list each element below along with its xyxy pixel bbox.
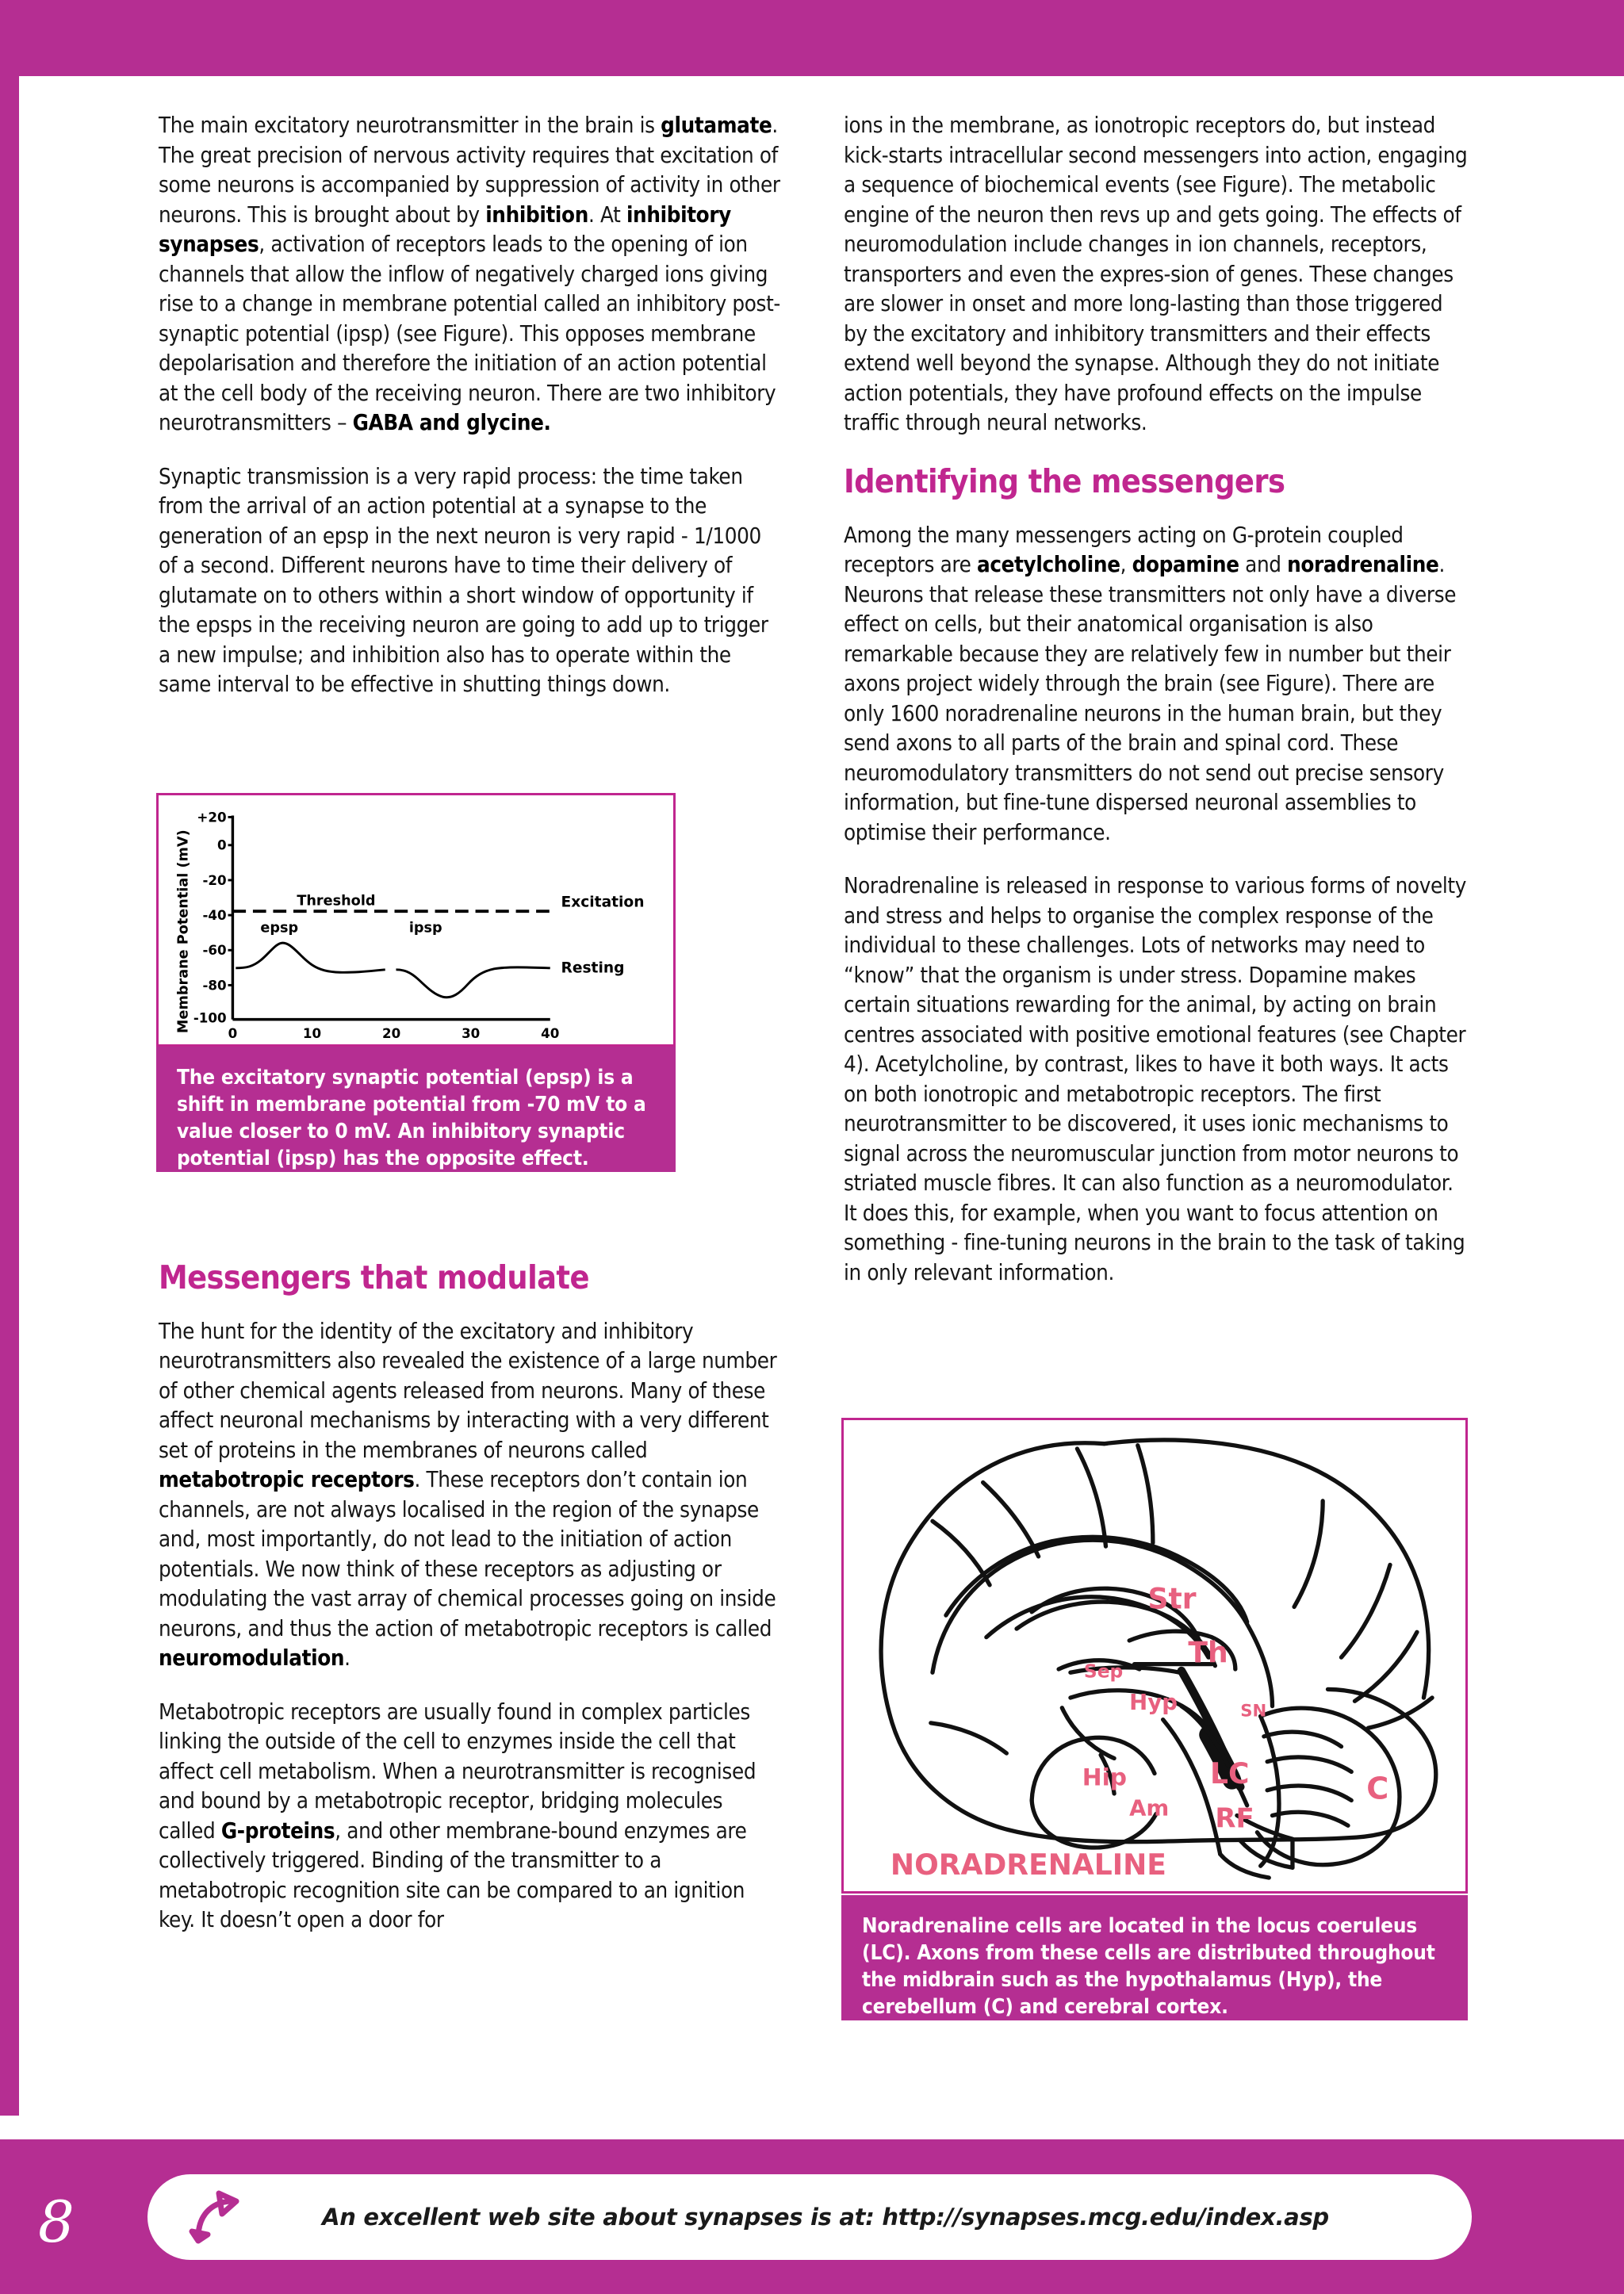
chart-y-axis-label: Membrane Potential (mV)	[175, 829, 192, 1034]
chart-ipsp-label: ipsp	[408, 920, 442, 936]
membrane-potential-chart	[159, 795, 673, 1044]
emphasis-term: dopamine	[1132, 552, 1239, 577]
chart-epsp-trace	[236, 943, 385, 972]
brain-region-label: Sep	[1083, 1660, 1124, 1683]
chart-ytick: -80	[202, 978, 227, 994]
paragraph-glutamate-inhibition: The main excitatory neurotransmitter in the brain is glutamate. The great precision of nervous activity requires that excitation of some neurons is accompanied by suppression of activity in other neurons. This is brought about by inhibition. At inhibitory synapses, activation of receptors leads to the opening of ion channels that allow the inflow of negatively charged ions giving rise to a change in membrane potential called an inhibitory post-synaptic potential (ipsp) (see Figure). This opposes membrane depolarisation and therefore the initiation of an action potential at the cell body of the receiving neuron. There are two inhibitory neurotransmitters – GABA and glycine.	[159, 113, 780, 435]
paragraph-synaptic-transmission: Synaptic transmission is a very rapid process: the time taken from the arrival of an action potential at a synapse to the generation of an epsp in the next neuron is very rapid - 1/1000 of a second. Different neurons have to time their delivery of glutamate on to others within a short window of opportunity if the epsps in the receiving neuron are going to add up to trigger a new impulse; and inhibition also has to operate within the same interval to be effective in shutting things down.	[159, 463, 768, 697]
brain-region-label: Hip	[1082, 1764, 1128, 1792]
emphasis-term: glutamate	[661, 113, 772, 138]
emphasis-term: noradrenaline	[1287, 552, 1439, 577]
left-column	[159, 111, 785, 1959]
paragraph-acetylcholine-dopamine-noradrenaline: Among the many messengers acting on G-protein coupled receptors are acetylcholine, dopamine and noradrenaline. Neurons that release these transmitters not only have a diverse effect on cells, but their anatomical organisation is also remarkable because they are relatively few in number but their axons project widely through the brain (see Figure). There are only 1600 noradrenaline neurons in the human brain, but they send axons to all parts of the brain and spinal cord. These neuromodulatory transmitters do not send out precise sensory information, but fine-tune dispersed neuronal assemblies to optimise their performance.	[844, 522, 1457, 845]
brain-region-label: LC	[1210, 1757, 1250, 1791]
paragraph-noradrenaline-stress: Noradrenaline is released in response to various forms of novelty and stress and helps to organise the complex response of the individual to these challenges. Lots of networks may need to “know” that the organism is under stress. Dopamine makes certain situations rewarding for the animal, by acting on brain centres associated with positive emotional features (see Chapter 4). Acetylcholine, by contrast, likes to have it both ways. It acts on both ionotropic and metabotropic receptors. The first neurotransmitter to be discovered, it uses ionic mechanisms to signal across the neuromuscular junction from motor neurons to striated muscle fibres. It can also function as a neuromodulator. It does this, for example, when you want to focus attention on something - fine-tuning neurons in the brain to the task of taking in only relevant information.	[844, 873, 1467, 1285]
brain-label-group	[891, 1583, 1442, 1891]
chart-ytick: -100	[193, 1010, 227, 1026]
emphasis-term: neuromodulation	[159, 1645, 345, 1671]
chart-resting-label: Resting	[561, 959, 625, 977]
page-number: 8	[38, 2189, 75, 2255]
brain-noradrenaline-figure	[841, 1418, 1468, 1894]
brain-region-label: RF	[1215, 1802, 1254, 1835]
footer-link-pill[interactable]	[147, 2174, 1472, 2260]
brain-figure-caption: Noradrenaline cells are located in the locus coeruleus (LC). Axons from these cells are distributed throughout the midbrain such as the hypothalamus (Hyp), the cerebellum (C) and cerebral cortex.	[841, 1895, 1468, 2020]
brain-region-label: NORADRENALINE	[890, 1848, 1166, 1882]
chart-ytick: 0	[216, 837, 227, 853]
chart-ipsp-trace	[396, 967, 550, 998]
brain-diagram	[844, 1420, 1465, 1891]
chart-ytick: -20	[202, 872, 227, 888]
section-heading-messengers-modulate: Messengers that modulate	[159, 1258, 589, 1296]
paragraph-metabotropic-receptors: The hunt for the identity of the excitatory and inhibitory neurotransmitters also revealed the existence of a large number of other chemical agents released from neurons. Many of these affect neuronal mechanisms by interacting with a very different set of proteins in the membranes of neurons called metabotropic receptors. These receptors don’t contain ion channels, are not always localised in the region of the synapse and, most importantly, do not lead to the initiation of action potentials. We now think of these receptors as adjusting or modulating the vast array of chemical processes going on inside neurons, and thus the action of metabotropic receptors is called neuromodulation.	[159, 1318, 777, 1671]
epsp-figure-caption: The excitatory synaptic potential (epsp) is a shift in membrane potential from -70 mV to a value closer to 0 mV. An inhibitory synaptic potential (ipsp) has the opposite effect.	[156, 1047, 676, 1172]
chart-ytick: -60	[202, 943, 227, 959]
emphasis-term: GABA and glycine.	[352, 410, 551, 435]
curved-arrow-up-right-icon	[187, 2189, 247, 2249]
chart-xtick: 30	[462, 1026, 481, 1042]
brain-region-label	[1177, 1890, 1226, 1891]
brain-region-label: Th	[1188, 1636, 1228, 1670]
emphasis-term: acetylcholine	[976, 552, 1120, 577]
brain-region-label: C	[1366, 1771, 1389, 1807]
brain-region-label: Hyp	[1129, 1688, 1178, 1715]
section-heading-identifying-messengers: Identifying the messengers	[844, 461, 1285, 500]
brain-region-label: Str	[1147, 1582, 1197, 1616]
paragraph-second-messengers: ions in the membrane, as ionotropic receptors do, but instead kick-starts intracellular second messengers into action, engaging a sequence of biochemical events (see Figure). The metabolic engine of the neuron then revs up and gets going. The effects of neuromodulation include changes in ion channels, receptors, transporters and even the expres-sion of genes. These changes are slower in onset and more long-lasting than those triggered by the excitatory and inhibitory transmitters and their effects extend well beyond the synapse. Although they do not initiate action potentials, they have profound effects on the impulse traffic through neural networks.	[844, 113, 1468, 435]
chart-ytick: -40	[202, 908, 227, 923]
brain-region-label: SN	[1240, 1701, 1267, 1721]
brain-region-label: Am	[1129, 1794, 1170, 1821]
chart-xtick: 40	[541, 1026, 560, 1042]
chart-excitation-label: Excitation	[561, 894, 645, 911]
chart-xtick: 20	[381, 1026, 401, 1042]
epsp-ipsp-figure	[156, 793, 676, 1047]
chart-xtick: 10	[302, 1026, 322, 1042]
emphasis-term: inhibition	[485, 201, 588, 228]
left-accent-strip	[0, 76, 19, 2116]
chart-ytick: +20	[197, 810, 227, 825]
top-accent-band	[0, 0, 1624, 76]
footer-link-text: An excellent web site about synapses is at: http://synapses.mcg.edu/index.asp	[322, 2204, 1329, 2231]
right-column	[844, 111, 1470, 2019]
emphasis-term: inhibitory synapses	[159, 201, 731, 257]
paragraph-g-proteins: Metabotropic receptors are usually found in complex particles linking the outside of the cell to enzymes inside the cell that affect cell metabolism. When a neurotransmitter is recognised and bound by a metabotropic receptor, bridging molecules called G-proteins, and other membrane-bound enzymes are collectively triggered. Binding of the transmitter to a metabotropic recognition site can be compared to an ignition key. It doesn’t open a door for	[159, 1698, 756, 1932]
emphasis-term: metabotropic receptors	[159, 1467, 415, 1492]
chart-threshold-label: Threshold	[297, 893, 376, 910]
chart-xtick: 0	[228, 1026, 238, 1042]
chart-epsp-label: epsp	[260, 920, 299, 936]
emphasis-term: G-proteins	[220, 1817, 335, 1844]
